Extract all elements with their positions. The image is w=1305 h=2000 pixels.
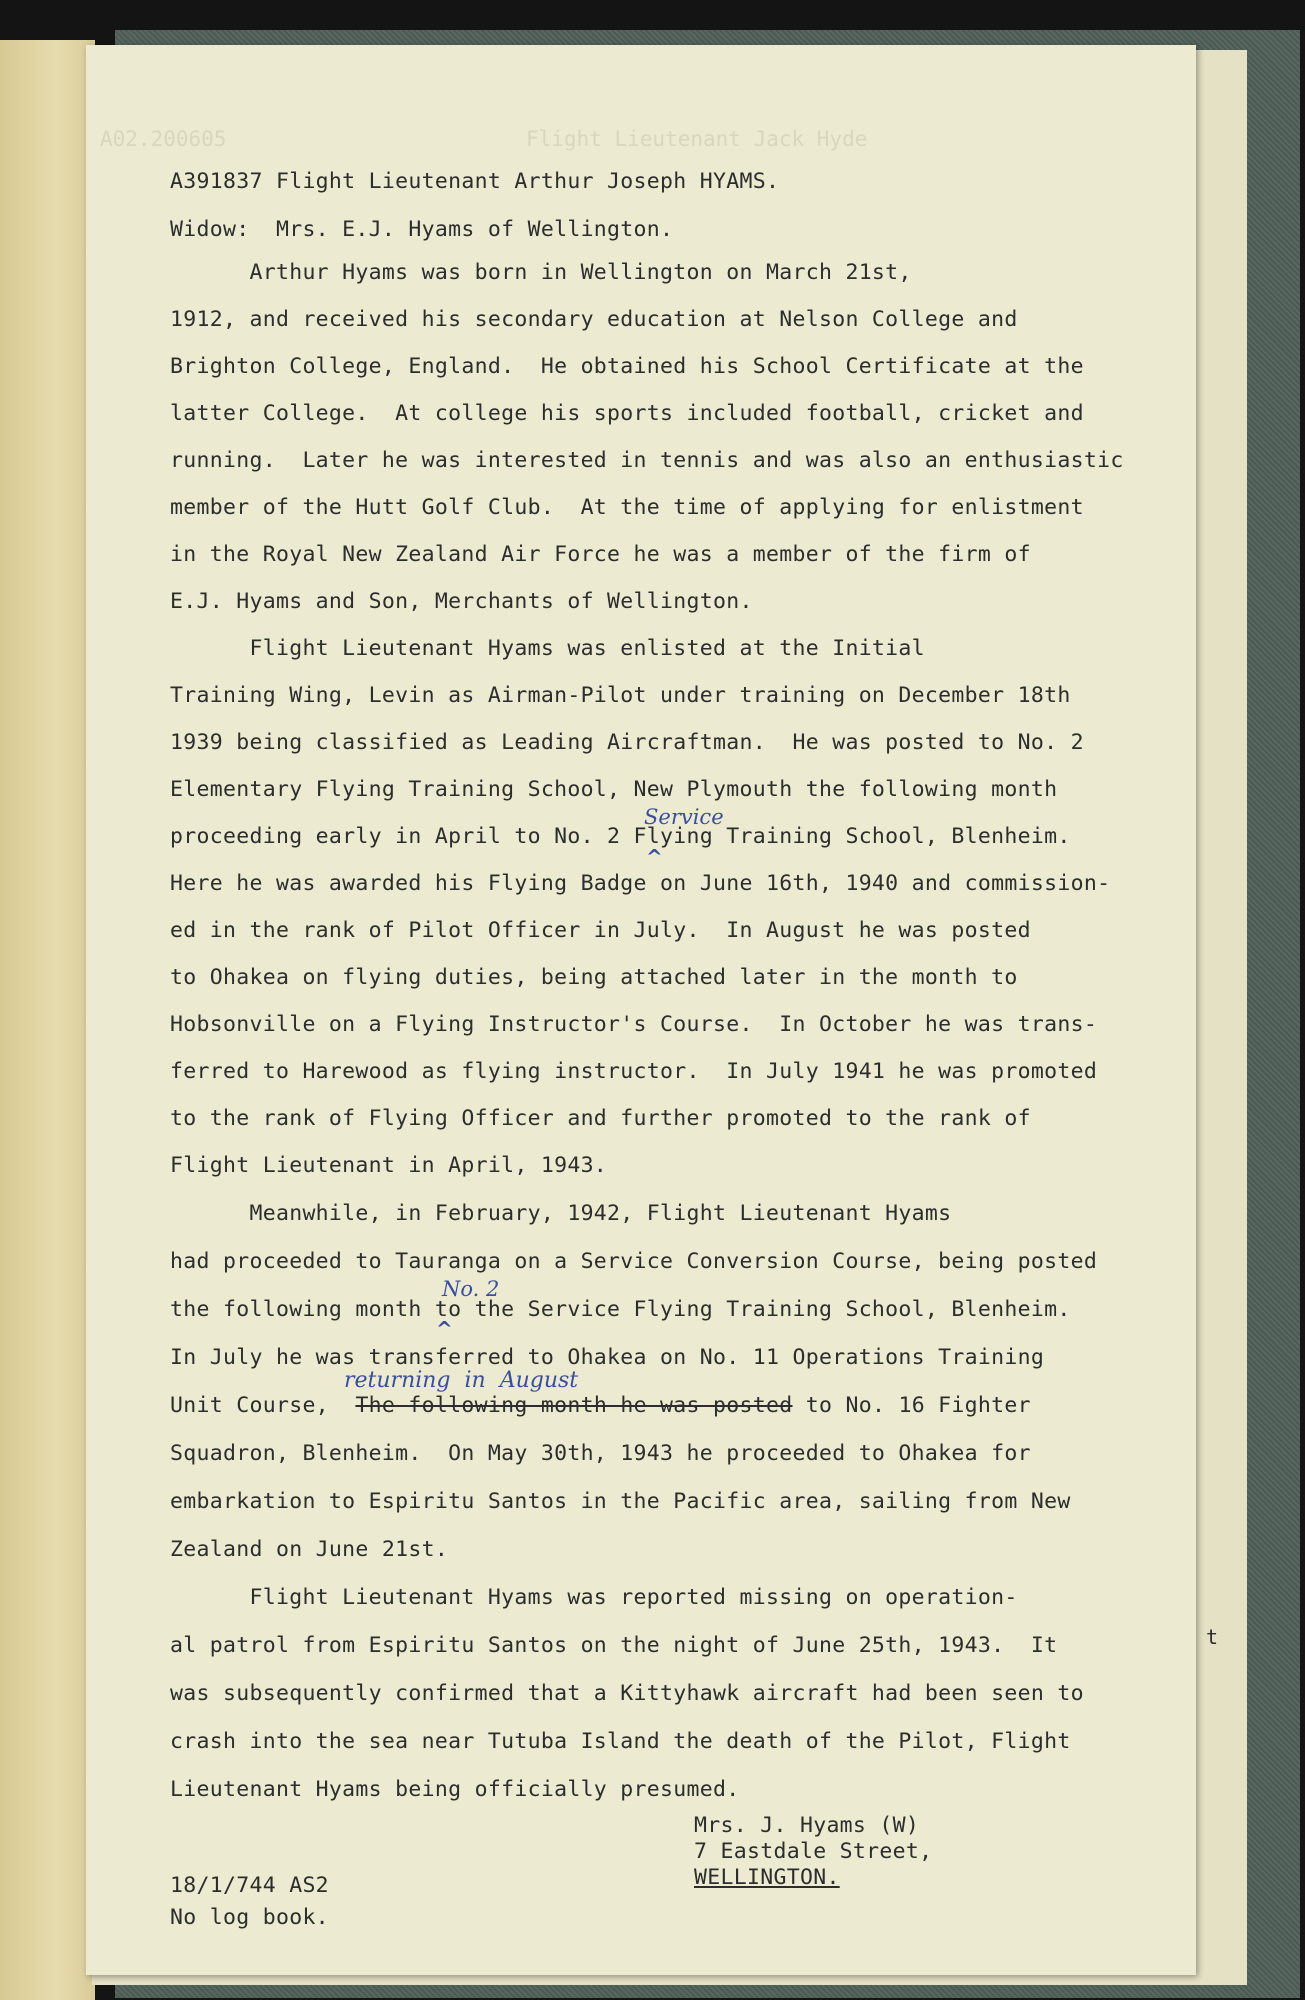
text-line: Flight Lieutenant Hyams was reported missing on operation- <box>170 1585 1018 1610</box>
widow-line: Widow: Mrs. E.J. Hyams of Wellington. <box>170 217 674 242</box>
log-book-note: No log book. <box>170 1905 329 1930</box>
bleed-through-ref: A02.200605 <box>100 127 227 151</box>
insertion-caret: ^ <box>646 845 663 869</box>
text-line: 1939 being classified as Leading Aircraftman. He was posted to No. 2 <box>170 730 1084 755</box>
address-city: WELLINGTON. <box>694 1865 840 1890</box>
text-line: In July he was transferred to Ohakea on No. 11 Operations Training <box>170 1345 1045 1370</box>
handwritten-no-2: No. 2 <box>442 1277 500 1301</box>
text-line: Zealand on June 21st. <box>170 1537 449 1562</box>
text-line: 1912, and received his secondary education at Nelson College and <box>170 307 1018 332</box>
text-line: ed in the rank of Pilot Officer in July. In August he was posted <box>170 918 1031 943</box>
text-line: was subsequently confirmed that a Kittyhawk aircraft had been seen to <box>170 1681 1084 1706</box>
text-line: in the Royal New Zealand Air Force he was a member of the firm of <box>170 542 1031 567</box>
binder-left-edge <box>0 40 95 2000</box>
text-line: Hobsonville on a Flying Instructor's Course. In October he was trans- <box>170 1012 1098 1037</box>
text-line: ferred to Harewood as flying instructor. In July 1941 he was promoted <box>170 1059 1098 1084</box>
text-line: had proceeded to Tauranga on a Service Conversion Course, being posted <box>170 1249 1098 1274</box>
text-line: Here he was awarded his Flying Badge on June 16th, 1940 and commission- <box>170 871 1111 896</box>
text-line: to the rank of Flying Officer and further promoted to the rank of <box>170 1106 1031 1131</box>
text-line: Arthur Hyams was born in Wellington on March 21st, <box>170 260 912 285</box>
struck-text: The following month he was posted <box>355 1393 793 1418</box>
text-line: E.J. Hyams and Son, Merchants of Wellington. <box>170 589 753 614</box>
text-line: proceeding early in April to No. 2 Flying Training School, Blenheim. <box>170 824 1071 849</box>
bleed-through-title: Flight Lieutenant Jack Hyde <box>526 127 868 151</box>
text-line: to Ohakea on flying duties, being attached later in the month to <box>170 965 1018 990</box>
text-line: running. Later he was interested in tennis and was also an enthusiastic <box>170 448 1124 473</box>
handwritten-service: Service <box>644 805 724 829</box>
text-line: Squadron, Blenheim. On May 30th, 1943 he proceeded to Ohakea for <box>170 1441 1031 1466</box>
text-line: Brighton College, England. He obtained his School Certificate at the <box>170 354 1084 379</box>
text-line: Meanwhile, in February, 1942, Flight Lieutenant Hyams <box>170 1201 952 1226</box>
text-line: Training Wing, Levin as Airman-Pilot under training on December 18th <box>170 683 1071 708</box>
text-line: Flight Lieutenant in April, 1943. <box>170 1153 608 1178</box>
unit-course-prefix: Unit Course, <box>170 1393 329 1418</box>
text-line: member of the Hutt Golf Club. At the time of applying for enlistment <box>170 495 1084 520</box>
text-line: embarkation to Espiritu Santos in the Pacific area, sailing from New <box>170 1489 1071 1514</box>
text-line: the following month to the Service Flying Training School, Blenheim. <box>170 1297 1071 1322</box>
address-name: Mrs. J. Hyams (W) <box>694 1813 920 1838</box>
document-page <box>86 45 1219 1975</box>
text-line: crash into the sea near Tutuba Island the death of the Pilot, Flight <box>170 1729 1071 1754</box>
unit-course-line <box>170 1393 1031 1418</box>
insertion-caret: ^ <box>436 1317 453 1341</box>
text-line: latter College. At college his sports included football, cricket and <box>170 401 1084 426</box>
text-line: Lieutenant Hyams being officially presumed. <box>170 1777 740 1802</box>
address-street: 7 Eastdale Street, <box>694 1839 933 1864</box>
text-line: Elementary Flying Training School, New Plymouth the following month <box>170 777 1058 802</box>
text-line: Flight Lieutenant Hyams was enlisted at the Initial <box>170 636 925 661</box>
edge-mark: t <box>1206 1625 1219 1649</box>
unit-course-suffix: to No. 16 Fighter <box>792 1393 1031 1418</box>
text-line: al patrol from Espiritu Santos on the night of June 25th, 1943. It <box>170 1633 1058 1658</box>
handwritten-returning-in-august: returning in August <box>344 1368 579 1393</box>
document-heading: A391837 Flight Lieutenant Arthur Joseph HYAMS. <box>170 169 780 194</box>
file-reference: 18/1/744 AS2 <box>170 1873 329 1898</box>
